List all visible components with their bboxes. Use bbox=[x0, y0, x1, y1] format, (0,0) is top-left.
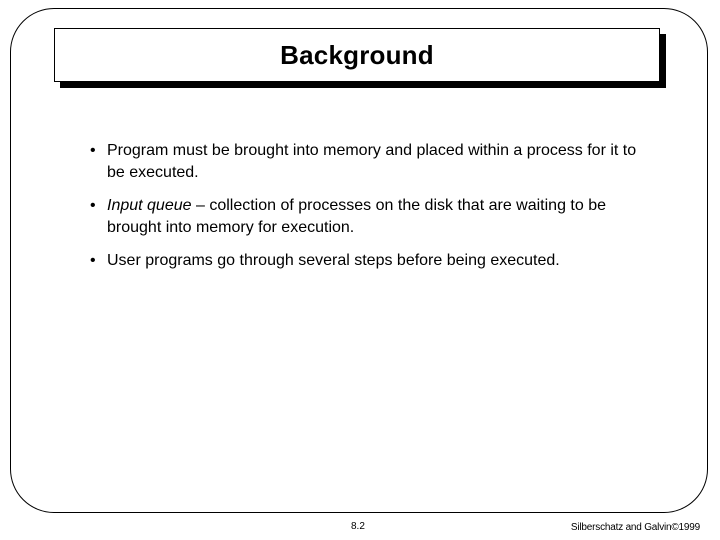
bullet-icon: • bbox=[90, 252, 96, 269]
bullet-text: User programs go through several steps before being executed. bbox=[107, 252, 560, 269]
bullet-text: – collection of processes on the disk that are waiting to be brought into memory for execution. bbox=[107, 197, 606, 236]
bullet-icon: • bbox=[90, 197, 96, 214]
bullet-list bbox=[90, 140, 650, 283]
bullet-item bbox=[90, 195, 650, 239]
bullet-icon: • bbox=[90, 142, 96, 159]
title-box bbox=[54, 28, 660, 82]
bullet-item bbox=[90, 250, 650, 272]
slide-title: Background bbox=[280, 39, 434, 70]
bullet-text: Program must be brought into memory and placed within a process for it to be executed. bbox=[107, 142, 637, 181]
bullet-term: Input queue bbox=[107, 197, 192, 214]
bullet-item bbox=[90, 140, 650, 184]
page-number: 8.2 bbox=[351, 521, 365, 532]
copyright-notice: Silberschatz and Galvin©1999 bbox=[570, 522, 700, 533]
